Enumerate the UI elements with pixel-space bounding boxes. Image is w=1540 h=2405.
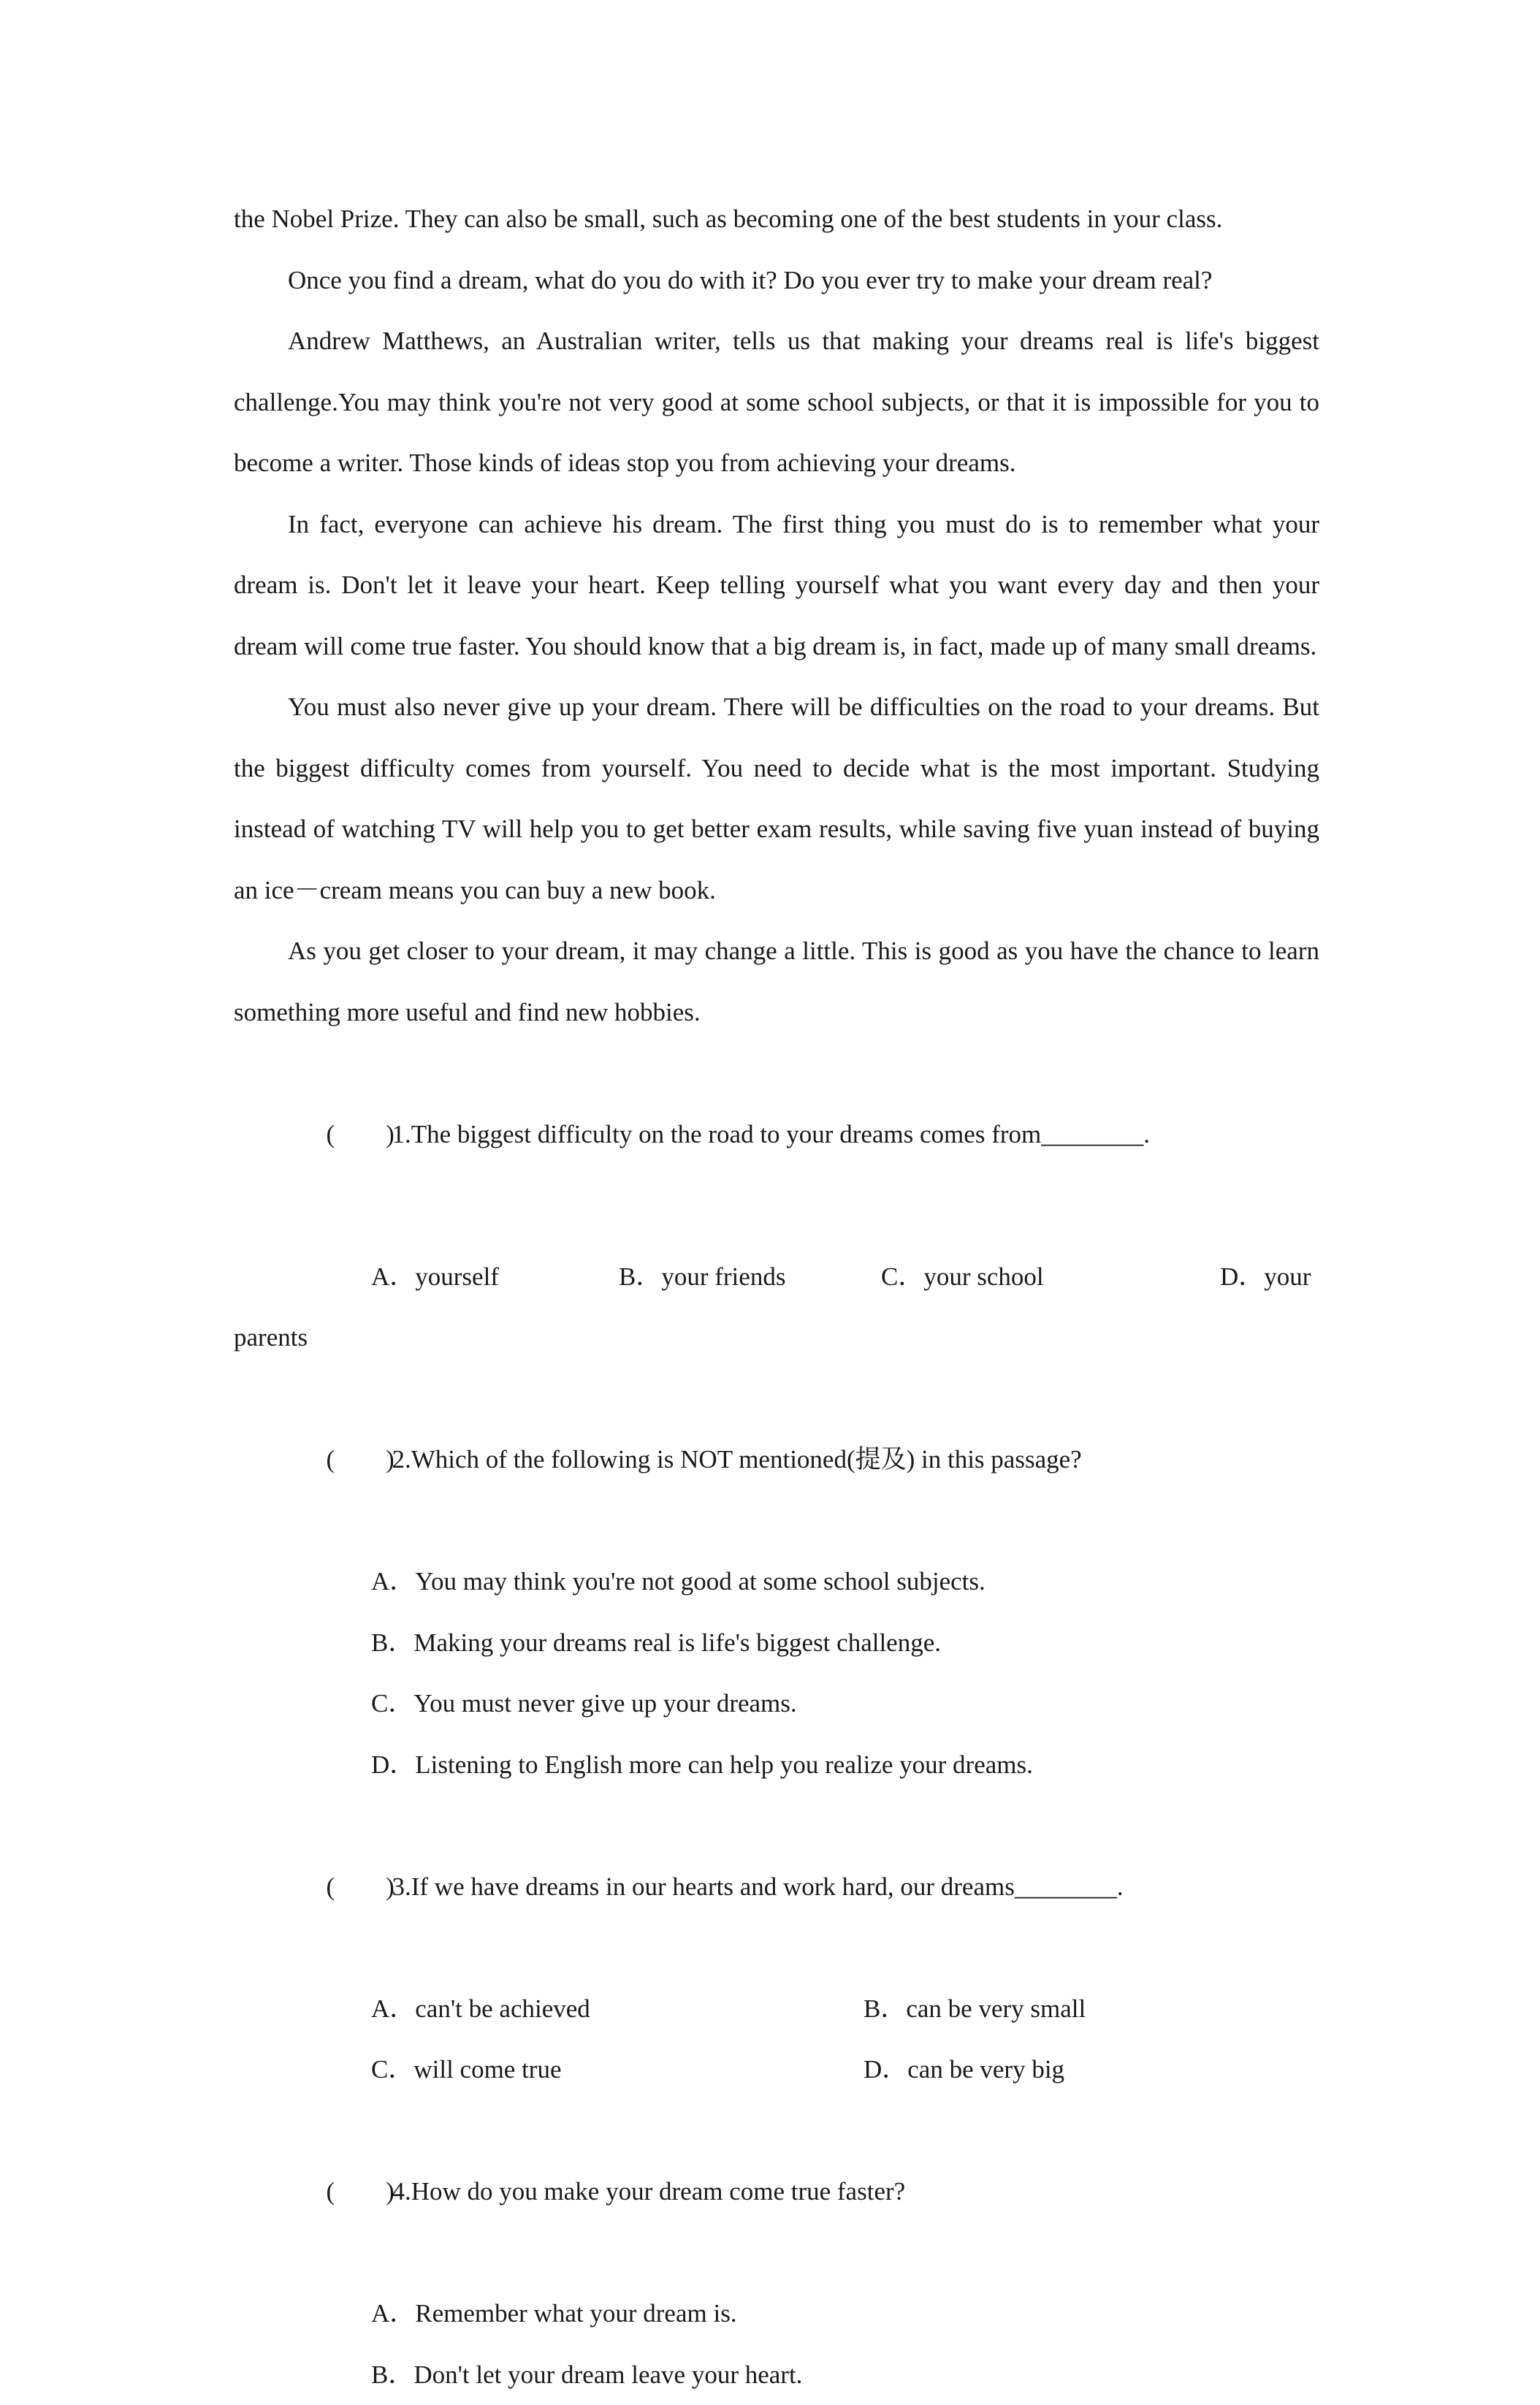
options-row <box>234 1978 1319 2040</box>
option-b[interactable]: B．your friends <box>619 1246 785 1308</box>
question-4 <box>234 2100 1319 2405</box>
option-d-continuation: parents <box>234 1307 1319 1368</box>
passage-paragraph-5: As you get closer to your dream, it may change a little. This is good as you have the chance to learn something more useful and find new hobbies. <box>234 921 1319 1043</box>
option-c[interactable]: C．You must never give up your dreams. <box>234 1673 1319 1734</box>
question-3 <box>234 1795 1319 2100</box>
option-a[interactable]: A．You may think you're not good at some school subjects. <box>234 1551 1319 1612</box>
question-stem: 3.If we have dreams in our hearts and work hard, our dreams________. <box>392 1872 1124 1901</box>
document-page <box>234 188 1319 2405</box>
question-stem: 4.How do you make your dream come true faster? <box>392 2177 906 2206</box>
option-b[interactable]: B．Making your dreams real is life's biggest challenge. <box>234 1612 1319 1674</box>
option-b[interactable]: B．Don't let your dream leave your heart. <box>234 2344 1319 2405</box>
passage-paragraph-4: You must also never give up your dream. There will be difficulties on the road to your dreams. But the biggest difficulty comes from yourself. You need to decide what is the most important. Studying instead of watching TV will help you to get better exam results, while saving five yuan instead of buying an ice－cream means you can buy a new book. <box>234 676 1319 921</box>
answer-blank[interactable]: ( ) <box>327 1104 392 1165</box>
options-row <box>234 1246 1319 1308</box>
option-a[interactable]: A．yourself <box>371 1246 499 1308</box>
answer-blank[interactable]: ( ) <box>327 1856 392 1918</box>
option-c[interactable]: C．your school <box>881 1246 1044 1308</box>
passage-paragraph-0: the Nobel Prize. They can also be small, such as becoming one of the best students in your class. <box>234 188 1319 250</box>
option-c[interactable]: C．will come true <box>371 2039 562 2100</box>
passage-paragraph-2: Andrew Matthews, an Australian writer, tells us that making your dreams real is life's biggest challenge.You may think you're not very good at some school subjects, or that it is impossible for you to become a writer. Those kinds of ideas stop you from achieving your dreams. <box>234 310 1319 494</box>
question-stem: 1.The biggest difficulty on the road to your dreams comes from________. <box>392 1120 1150 1148</box>
option-b[interactable]: B．can be very small <box>864 1978 1086 2040</box>
passage-paragraph-3: In fact, everyone can achieve his dream. The first thing you must do is to remember what your dream is. Don't let it leave your heart. Keep telling yourself what you want every day and then your dream will come true faster. You should know that a big dream is, in fact, made up of many small dreams. <box>234 494 1319 677</box>
question-2 <box>234 1368 1319 1796</box>
question-stem: 2.Which of the following is NOT mentioned(提及) in this passage? <box>392 1445 1082 1474</box>
option-d[interactable]: D．your <box>1220 1246 1311 1308</box>
passage-paragraph-1: Once you find a dream, what do you do with it? Do you ever try to make your dream real? <box>234 250 1319 311</box>
option-d[interactable]: D．can be very big <box>864 2039 1064 2100</box>
options-row <box>234 2039 1319 2100</box>
question-1 <box>234 1043 1319 1368</box>
option-a[interactable]: A．Remember what your dream is. <box>234 2283 1319 2344</box>
answer-blank[interactable]: ( ) <box>327 2161 392 2222</box>
option-a[interactable]: A．can't be achieved <box>371 1978 590 2040</box>
option-d[interactable]: D．Listening to English more can help you realize your dreams. <box>234 1734 1319 1796</box>
answer-blank[interactable]: ( ) <box>327 1429 392 1490</box>
